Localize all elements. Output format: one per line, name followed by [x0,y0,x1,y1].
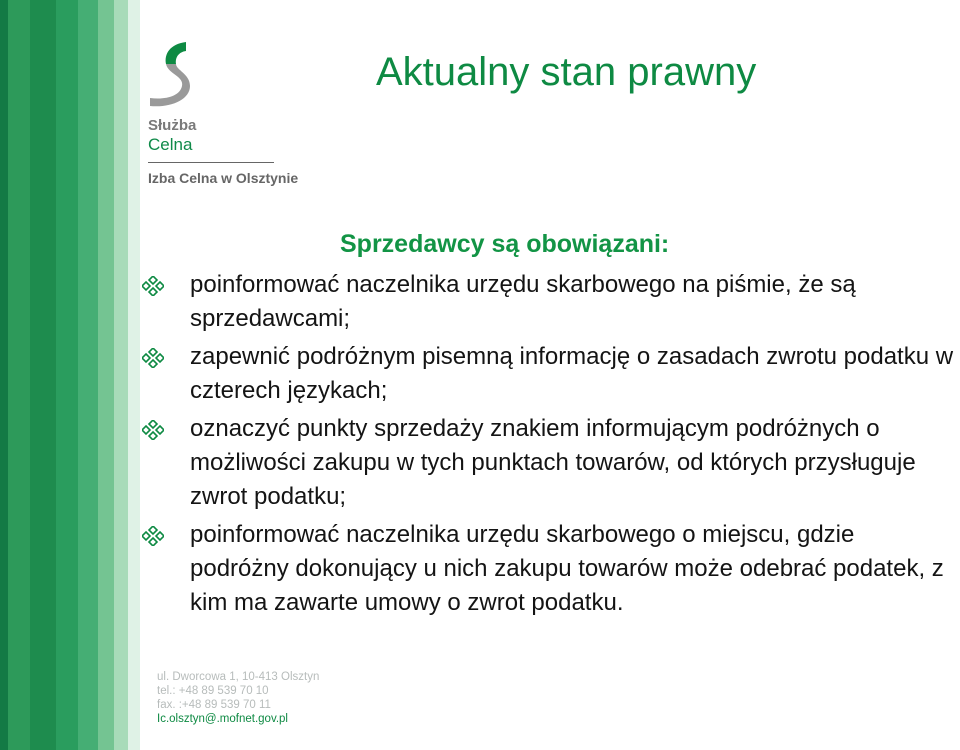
logo-divider [148,162,274,163]
logo-text-celna: Celna [148,135,193,154]
bullet-text: poinformować naczelnika urzędu skarbowego na piśmie, że są sprzedawcami; [190,271,856,332]
four-diamond-bullet-icon [142,348,164,368]
bullet-list [140,268,958,624]
sluzba-celna-logo-icon [148,40,198,110]
list-item [140,268,958,336]
section-subtitle: Sprzedawcy są obowiązani: [340,230,670,258]
stripe [114,0,128,750]
footer-email-link[interactable]: Ic.olsztyn@.mofnet.gov.pl [157,713,288,725]
bullet-text: zapewnić podróżnym pisemną informację o zasadach zwrotu podatku w czterech językach; [190,343,954,404]
footer-fax: fax. :+48 89 539 70 11 [157,699,271,711]
footer-tel: tel.: +48 89 539 70 10 [157,685,269,697]
decorative-green-stripes [0,0,140,750]
stripe [78,0,98,750]
list-item [140,412,958,514]
stripe [8,0,30,750]
logo-text-chamber: Izba Celna w Olsztynie [148,170,299,186]
bullet-text: oznaczyć punkty sprzedaży znakiem informującym podróżnych o możliwości zakupu w tych punktach towarów, od których przysługuje zwrot podatku; [190,415,916,510]
logo-text-sluzba: Służba [148,117,197,134]
logo [148,40,328,190]
footer-contact [157,670,319,726]
stripe [98,0,114,750]
footer-address: ul. Dworcowa 1, 10-413 Olsztyn [157,671,320,683]
four-diamond-bullet-icon [142,276,164,296]
stripe [56,0,78,750]
stripe [128,0,140,750]
stripe [0,0,8,750]
list-item [140,340,958,408]
four-diamond-bullet-icon [142,526,164,546]
four-diamond-bullet-icon [142,420,164,440]
stripe [30,0,56,750]
bullet-text: poinformować naczelnika urzędu skarbowego o miejscu, gdzie podróżny dokonujący u nich zakupu towarów może odebrać podatek, z kim ma zawarte umowy o zwrot podatku. [190,521,944,616]
list-item [140,518,958,620]
page-title: Aktualny stan prawny [376,50,757,94]
